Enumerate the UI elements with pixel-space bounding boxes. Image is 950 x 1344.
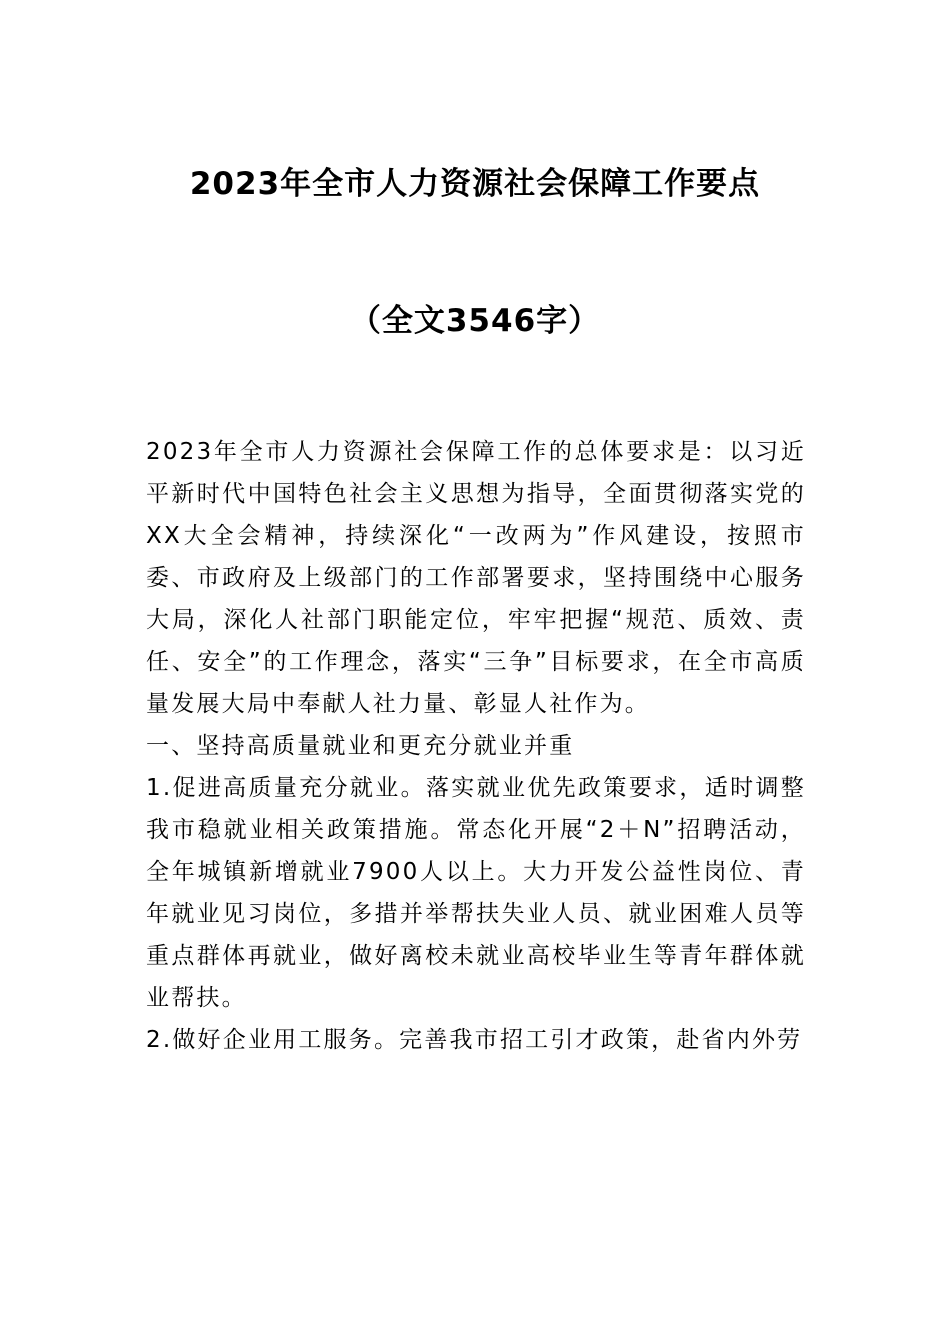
- intro-paragraph: 2023年全市人力资源社会保障工作的总体要求是：以习近平新时代中国特色社会主义思想为指导，全面贯彻落实党的XX大全会精神，持续深化“一改两为”作风建设，按照市委、市政府及上级部门的工作部署要求，坚持围绕中心服务大局，深化人社部门职能定位，牢牢把握“规范、质效、责任、安全”的工作理念，落实“三争”目标要求，在全市高质量发展大局中奉献人社力量、彰显人社作为。: [146, 439, 806, 717]
- document-body: [146, 431, 806, 1061]
- page-title: 2023年全市人力资源社会保障工作要点: [189, 166, 761, 202]
- word-count-subtitle: （全文3546字）: [349, 303, 601, 339]
- item-1-paragraph: 1.促进高质量充分就业。落实就业优先政策要求，适时调整我市稳就业相关政策措施。常态化开展“2＋N”招聘活动，全年城镇新增就业7900人以上。大力开发公益性岗位、青年就业见习岗位，多措并举帮扶失业人员、就业困难人员等重点群体再就业，做好离校未就业高校毕业生等青年群体就业帮扶。: [146, 775, 806, 1011]
- section-heading: 一、坚持高质量就业和更充分就业并重: [146, 733, 575, 759]
- item-2-paragraph: 2.做好企业用工服务。完善我市招工引才政策，赴省内外劳: [146, 1027, 803, 1053]
